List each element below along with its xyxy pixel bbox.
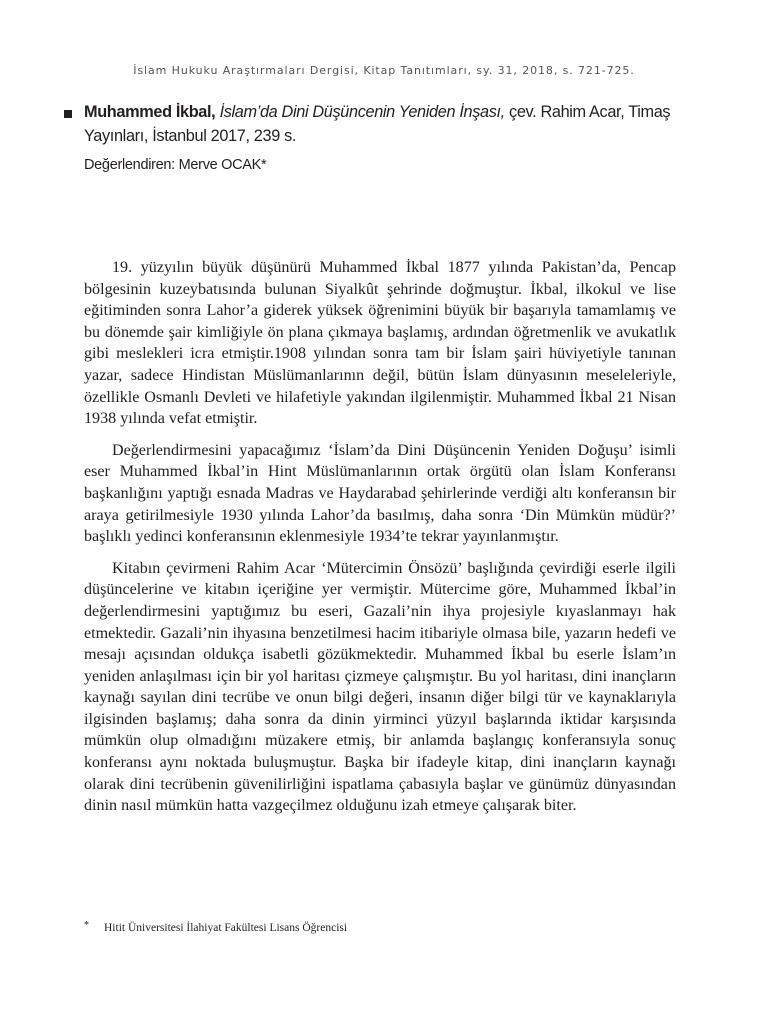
paragraph: Değerlendirmesini yapacağımız ‘İslam’da Dini Düşüncenin Yeniden Doğuşu’ isimli eser Muhammed İkbal’in Hint Müslümanlarının ortak örgütü olan İslam Konferansı başkanlığını yaptığı esnada Madras ve Haydarabad şehirlerinde verdiği altı konferansın bir araya getirilmesiyle 1930 yılında Lahor’da basılmış, daha sonra ‘Din Mümkün müdür?’ başlıklı yedinci konferansının eklenmesiyle 1934’te tekrar yayınlanmıştır. (84, 441, 676, 546)
footnote (84, 922, 676, 934)
square-bullet-icon (64, 110, 72, 118)
book-title: İslam’da Dini Düşüncenin Yeniden İnşası, (219, 103, 505, 121)
book-details: çev. Rahim Acar, Timaş Yayınları, İstanbul 2017, 239 s. (84, 103, 671, 145)
reviewer-line: Değerlendiren: Merve OCAK* (84, 157, 267, 173)
reference-line (84, 100, 684, 148)
paragraph: 19. yüzyılın büyük düşünürü Muhammed İkbal 1877 yılında Pakistan’da, Pencap bölgesinin kuzeybatısında bulunan Siyalkût şehrinde doğmuştur. İkbal, ilkokul ve lise eğitiminden sonra Lahor’a giderek yüksek öğrenimini büyük bir başarıyla tamamlamış ve bu dönemde şair kimliğiyle ön plana çıkmaya başlamış, ardından öğretmenlik ve avukatlık gibi meslekleri icra etmiştir.1908 yılından sonra tam bir İslam şairi hüviyetiyle tanınan yazar, sadece Hindistan Müslümanlarının değil, bütün İslam dünyasının meseleleriyle, özellikle Osmanlı Devleti ve hilafetiyle yakından ilgilenmiştir. Muhammed İkbal 21 Nisan 1938 yılında vefat etmiştir. (84, 259, 676, 428)
footnote-marker: * (84, 920, 89, 931)
review-body (84, 257, 676, 827)
running-head: İslam Hukuku Araştırmaları Dergisi, Kitap Tanıtımları, sy. 31, 2018, s. 721-725. (133, 64, 635, 77)
footnote-text: Hitit Üniversitesi İlahiyat Fakültesi Lisans Öğrencisi (104, 922, 348, 934)
book-reference (64, 100, 684, 148)
book-author: Muhammed İkbal, (84, 103, 216, 121)
paragraph: Kitabın çevirmeni Rahim Acar ‘Mütercimin Önsözü’ başlığında çevirdiği eserle ilgili düşüncelerine ve kitabın içeriğine yer vermiştir. Mütercime göre, Muhammed İkbal’in değerlendirmesini yaptığımız bu eseri, Gazali’nin ihya projesiyle kıyaslanmayı hak etmektedir. Gazali’nin ihyasına benzetilmesi hacim itibariyle olmasa bile, yazarın hedefi ve mesajı açısından oldukça isabetli gözükmektedir. Muhammed İkbal bu eserle İslam’ın yeniden anlaşılması için bir yol haritası çizmeye çalışmıştır. Bu yol haritası, dini inançların kaynağı sayılan dini tecrübe ve onun bilgi değeri, insanın diğer bilgi tür ve kaynaklarıyla ilgisinden başlamış; daha sonra da dinin yirminci yüzyıl başlarında iktidar karşısında mümkün olup olmadığını müzakere etmiş, bir anlamda başlangıç konferansıyla sonuç konferansı aynı noktada buluşmuştur. Başka bir ifadeyle kitap, dini inançların kaynağı olarak dini tecrübenin güvenilirliğini ispatlama çabasıyla başlar ve günümüz dünyasından dinin nasıl mümkün hatta vazgeçilmez olduğunu izah etmeye çalışarak biter. (84, 559, 676, 815)
